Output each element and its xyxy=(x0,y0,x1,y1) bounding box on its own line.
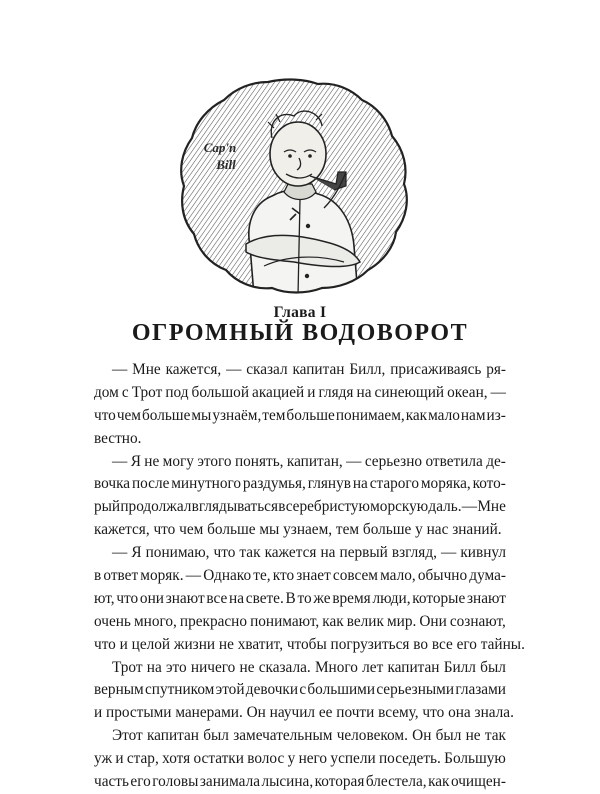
text-line: часть его головы занимала лысина, которая блестела, как очищен- xyxy=(94,773,506,791)
text-line: дом с Трот под большой акацией и глядя на синеющий океан, — xyxy=(94,383,506,401)
caption-line-1: Cap'n xyxy=(203,140,237,155)
text-line: очень много, прекрасно понимают, как велик мир. Они сознают, xyxy=(94,612,506,630)
text-line: Трот на это ничего не сказала. Много лет капитан Билл был xyxy=(112,658,506,676)
text-line: рый продолжал вглядываться в серебристую морскую даль. — Мне xyxy=(94,498,506,516)
text-line: что и целой жизни не хватит, чтобы погрузиться во все его тайны. xyxy=(94,635,525,653)
chapter-title: ОГРОМНЫЙ ВОДОВОРОТ xyxy=(131,320,469,346)
chapter-label: Глава I xyxy=(273,304,327,321)
text-line: — Я понимаю, что так кажется на первый взгляд, — кивнул xyxy=(112,544,506,562)
text-line: — Мне кажется, — сказал капитан Билл, присаживаясь ря- xyxy=(112,361,506,378)
text-line: вестно. xyxy=(94,429,142,447)
caption-line-2: Bill xyxy=(216,157,236,172)
text-line: в ответ моряк. — Однако те, кто знает совсем мало, обычно дума- xyxy=(94,567,506,585)
chapter-illustration xyxy=(176,76,414,296)
text-line: — Я не могу этого понять, капитан, — серьезно ответила де- xyxy=(112,452,506,470)
chapter-body-text xyxy=(94,359,525,794)
text-line: вочка после минутного раздумья, глянув на старого моряка, кото- xyxy=(94,475,506,493)
text-line: и простыми манерами. Он научил ее почти всему, что она знала. xyxy=(94,704,514,722)
text-line: что чем больше мы узнаём, тем больше понимаем, как мало нам из- xyxy=(94,406,506,424)
text-line: уж и стар, хотя остатки волос у него успели поседеть. Большую xyxy=(94,750,506,768)
text-line: верным спутником этой девочки с большими серьезными глазами xyxy=(94,681,506,699)
captain-bill-illustration xyxy=(176,76,414,296)
text-line: Этот капитан был замечательным человеком. Он был не так xyxy=(112,727,506,745)
text-line: ют, что они знают все на свете. В то же время люди, которые знают xyxy=(94,589,506,607)
text-line: кажется, что чем больше мы узнаем, тем больше у нас знаний. xyxy=(94,521,502,539)
